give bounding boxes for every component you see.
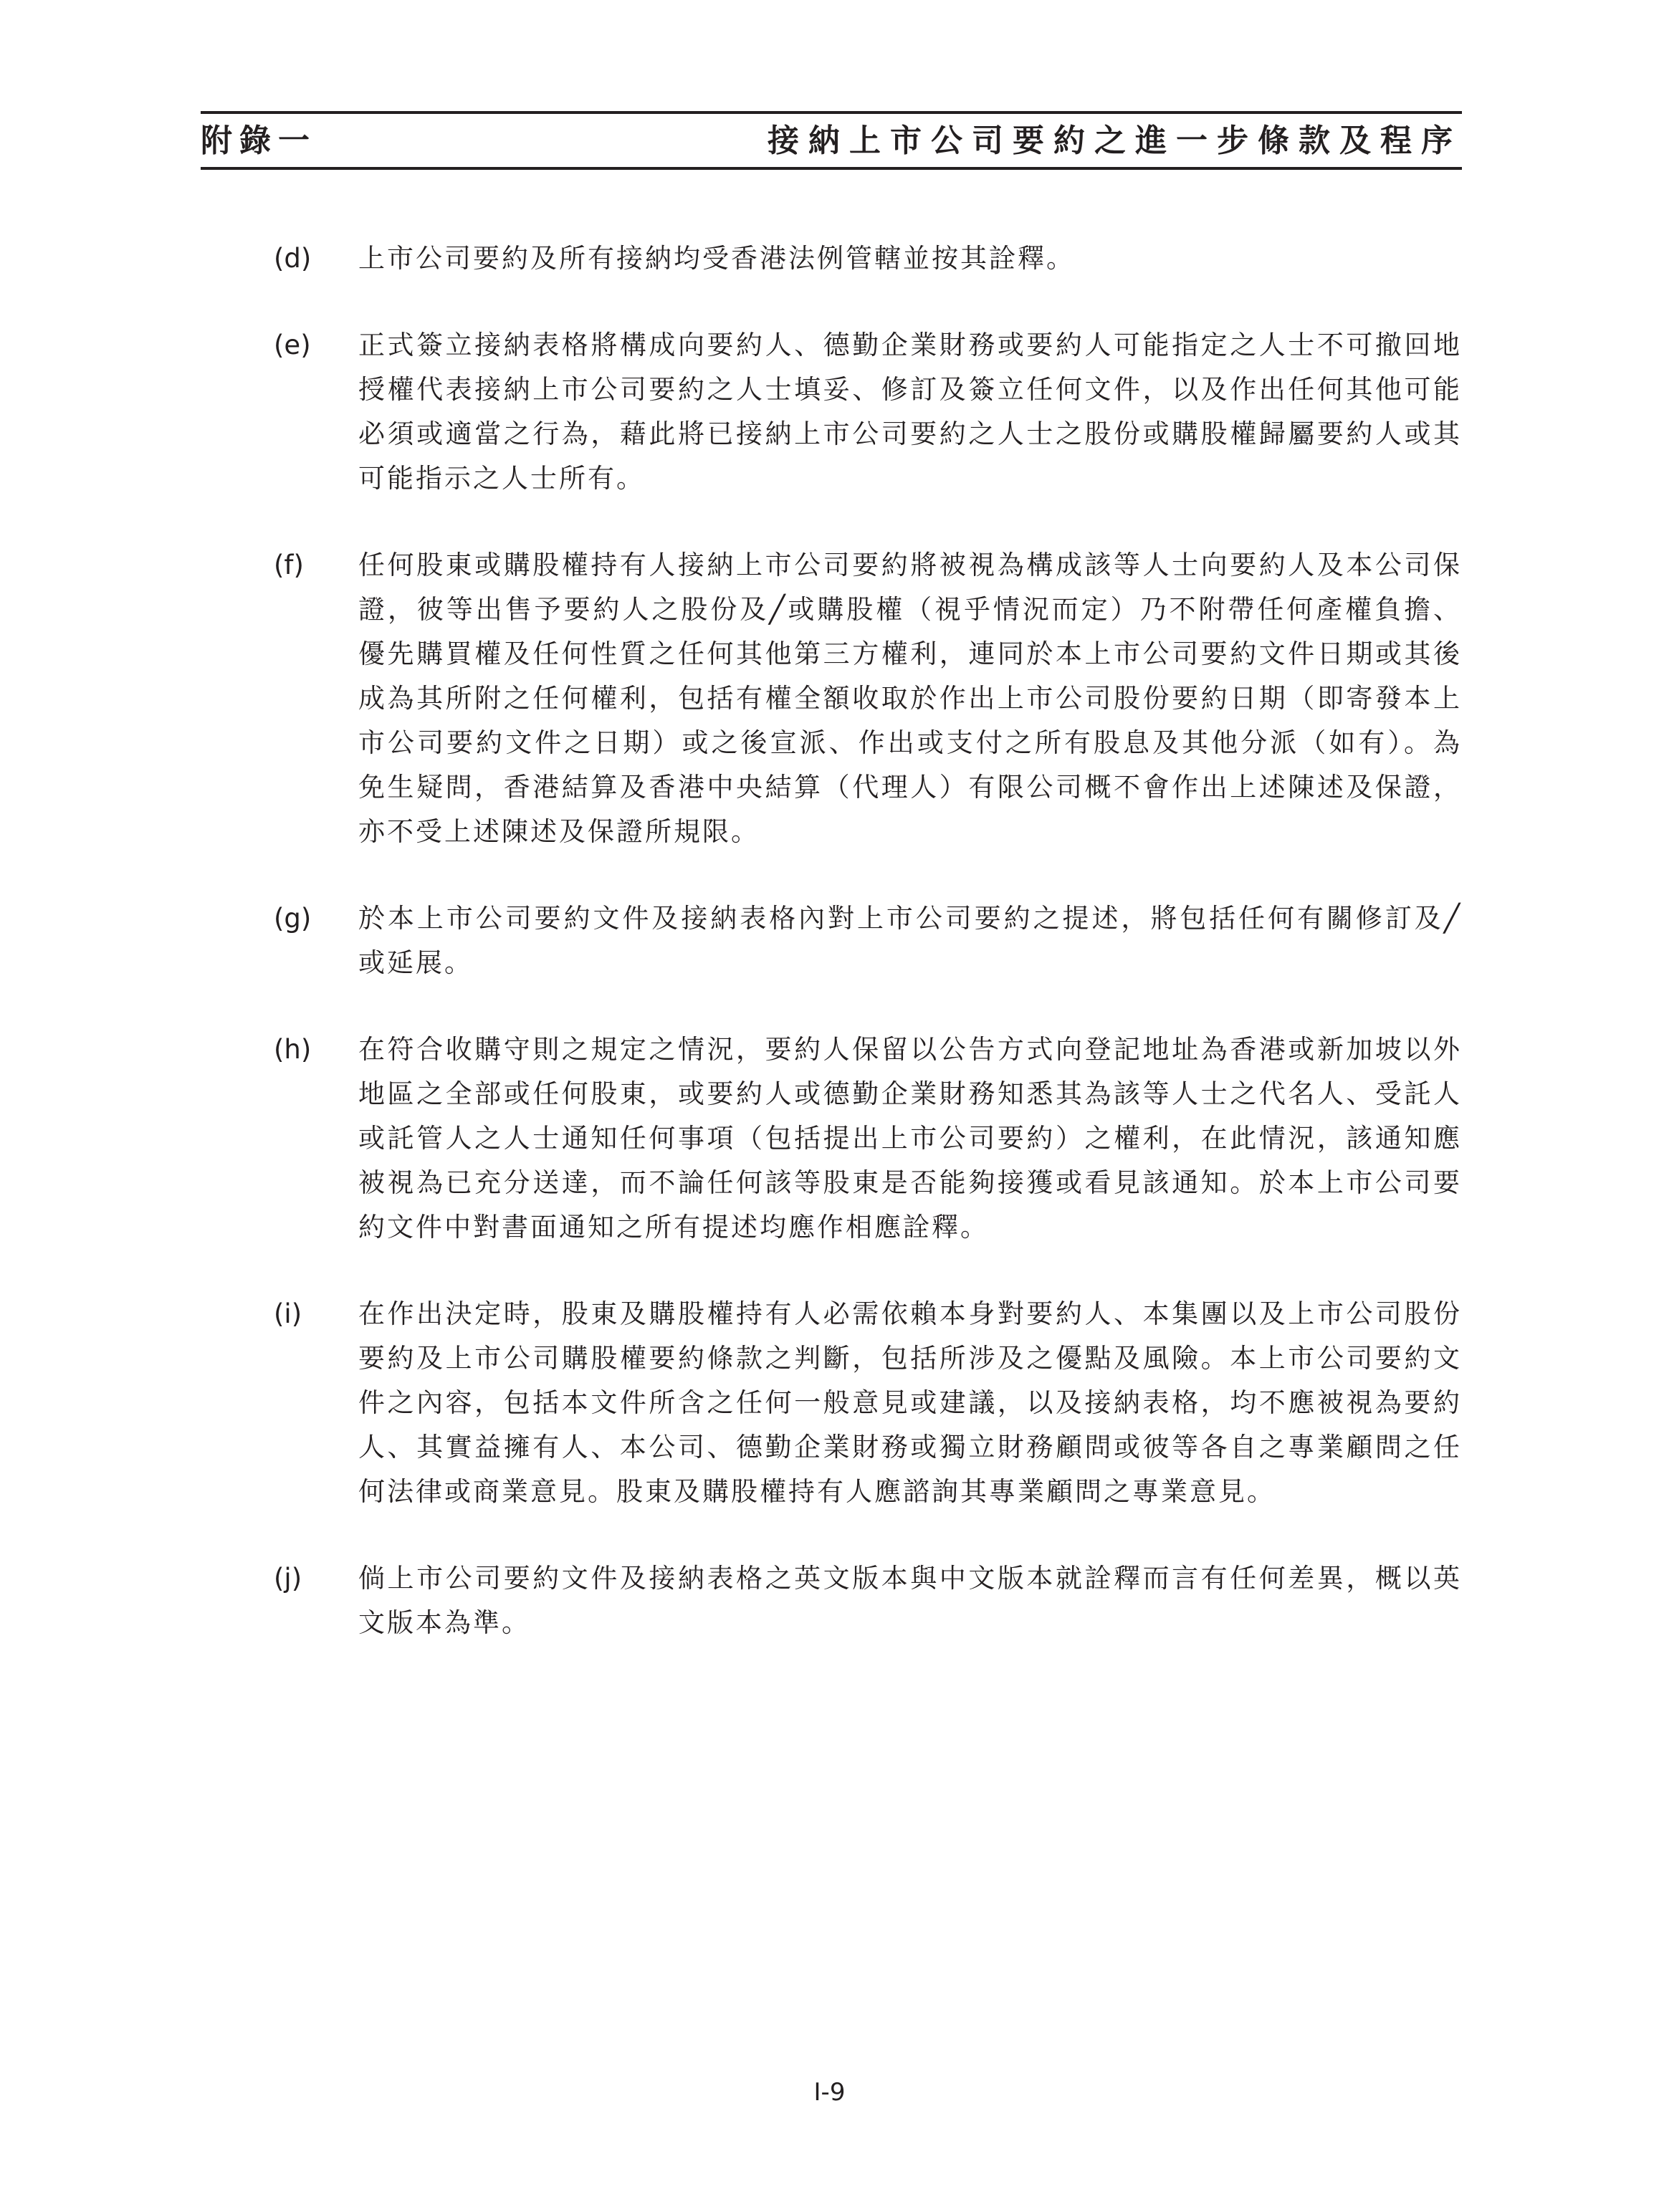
page-number: I-9: [813, 2078, 846, 2107]
clause-item-e: [274, 323, 1462, 501]
clause-item-g: [274, 896, 1462, 985]
clause-text: 於本上市公司要約文件及接納表格內對上市公司要約之提述，將包括任何有關修訂及╱或延展。: [358, 903, 1462, 978]
clause-label: (e): [274, 330, 311, 360]
clause-text: 在作出決定時，股東及購股權持有人必需依賴本身對要約人、本集團以及上市公司股份要約及上市公司購股權要約條款之判斷，包括所涉及之優點及風險。本上市公司要約文件之內容，包括本文件所含之任何一般意見或建議，以及接納表格，均不應被視為要約人、其實益擁有人、本公司、德勤企業財務或獨立財務顧問或彼等各自之專業顧問之任何法律或商業意見。股東及購股權持有人應諮詢其專業顧問之專業意見。: [358, 1298, 1462, 1507]
clause-label: (i): [274, 1298, 302, 1329]
clause-item-j: [274, 1556, 1462, 1645]
clause-list: [274, 236, 1462, 1687]
clause-text: 在符合收購守則之規定之情況，要約人保留以公告方式向登記地址為香港或新加坡以外地區之全部或任何股東，或要約人或德勤企業財務知悉其為該等人士之代名人、受託人或託管人之人士通知任何事項（包括提出上市公司要約）之權利，在此情況，該通知應被視為已充分送達，而不論任何該等股東是否能夠接獲或看見該通知。於本上市公司要約文件中對書面通知之所有提述均應作相應詮釋。: [358, 1034, 1462, 1243]
clause-label: (d): [274, 243, 312, 274]
clause-label: (g): [274, 903, 312, 934]
clause-label: (f): [274, 550, 304, 580]
clause-item-d: [274, 236, 1462, 281]
appendix-title: 附錄一: [201, 123, 317, 159]
clause-label: (h): [274, 1034, 312, 1065]
clause-item-f: [274, 543, 1462, 854]
clause-text: 任何股東或購股權持有人接納上市公司要約將被視為構成該等人士向要約人及本公司保證，彼等出售予要約人之股份及╱或購股權（視乎情況而定）乃不附帶任何產權負擔、優先購買權及任何性質之任何其他第三方權利，連同於本上市公司要約文件日期或其後成為其所附之任何權利，包括有權全額收取於作出上市公司股份要約日期（即寄發本上市公司要約文件之日期）或之後宣派、作出或支付之所有股息及其他分派（如有）。為免生疑問，香港結算及香港中央結算（代理人）有限公司概不會作出上述陳述及保證，亦不受上述陳述及保證所規限。: [358, 550, 1462, 847]
clause-text: 正式簽立接納表格將構成向要約人、德勤企業財務或要約人可能指定之人士不可撤回地授權代表接納上市公司要約之人士填妥、修訂及簽立任何文件，以及作出任何其他可能必須或適當之行為，藉此將已接納上市公司要約之人士之股份或購股權歸屬要約人或其可能指示之人士所有。: [358, 330, 1462, 494]
page-header: [201, 111, 1462, 170]
clause-text: 上市公司要約及所有接納均受香港法例管轄並按其詮釋。: [358, 243, 1075, 274]
clause-item-i: [274, 1292, 1462, 1514]
clause-item-h: [274, 1028, 1462, 1250]
clause-text: 倘上市公司要約文件及接納表格之英文版本與中文版本就詮釋而言有任何差異，概以英文版本為準。: [358, 1563, 1462, 1638]
section-title: 接納上市公司要約之進一步條款及程序: [768, 123, 1462, 159]
clause-label: (j): [274, 1563, 302, 1594]
